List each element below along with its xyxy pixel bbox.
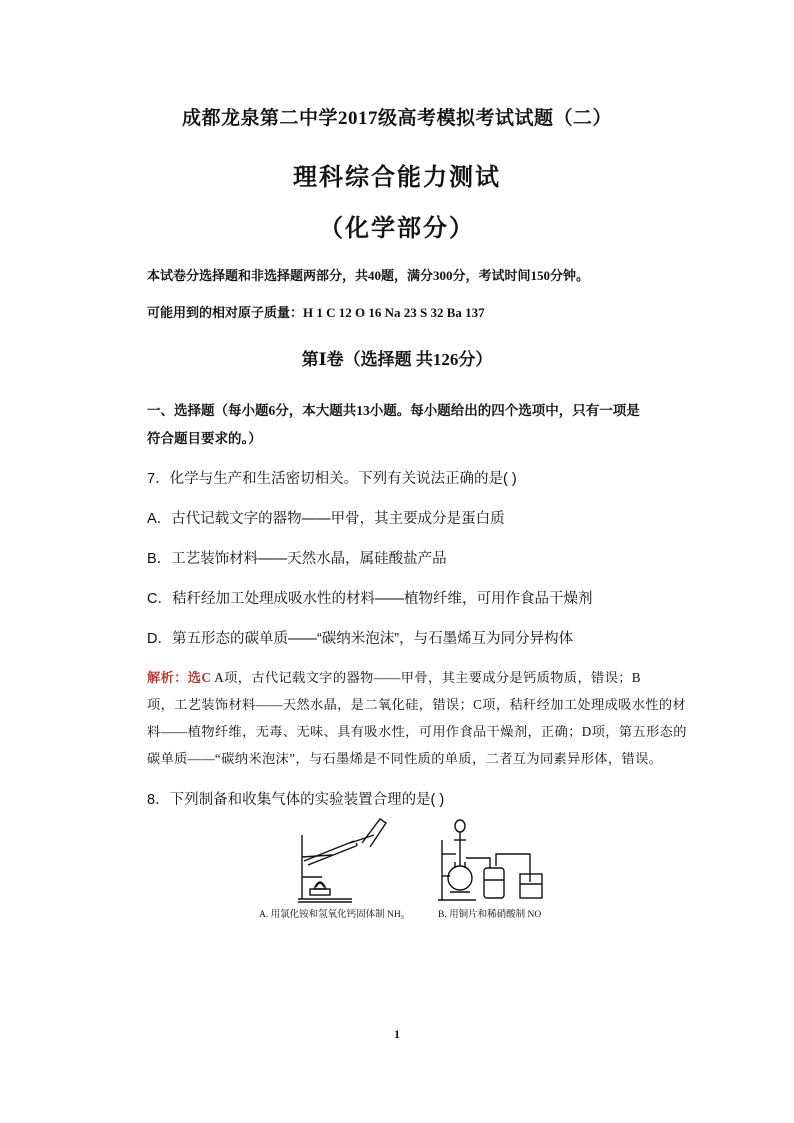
question-7-analysis-line-3: 料——植物纤维，无毒、无味、具有吸水性，可用作食品干燥剂，正确；D项，第五形态的 — [147, 724, 687, 739]
atomic-mass-line: 可能用到的相对原子质量：H 1 C 12 O 16 Na 23 S 32 Ba 137 — [147, 305, 485, 320]
question-7-option-a: A．古代记载文字的器物——甲骨，其主要成分是蛋白质 — [147, 511, 505, 527]
apparatus-a-figure — [292, 815, 392, 905]
apparatus-b-caption: B. 用铜片和稀硝酸制 NO — [438, 910, 542, 920]
question-8-stem: 8．下列制备和收集气体的实验装置合理的是( ) — [147, 792, 445, 808]
question-7-option-d: D．第五形态的碳单质——“碳纳米泡沫”，与石墨烯互为同分异构体 — [147, 631, 574, 647]
question-7-option-b: B．工艺装饰材料——天然水晶，属硅酸盐产品 — [147, 551, 447, 567]
question-7-option-c: C．秸秆经加工处理成吸水性的材料——植物纤维，可用作食品干燥剂 — [147, 591, 593, 607]
page-number: 1 — [394, 1027, 400, 1041]
analysis-label: 解析：选C — [147, 670, 212, 685]
analysis-text: A项，古代记载文字的器物——甲骨，其主要成分是钙质物质，错误；B — [211, 670, 641, 685]
exam-part: （化学部分） — [319, 216, 475, 242]
exam-title: 成都龙泉第二中学2017级高考模拟考试试题（二） — [181, 108, 612, 129]
question-7-stem: 7．化学与生产和生活密切相关。下列有关说法正确的是( ) — [147, 471, 517, 487]
question-7-analysis-line-2: 项，工艺装饰材料——天然水晶，是二氧化硅，错误；C项，秸秆经加工处理成吸水性的材 — [147, 697, 687, 712]
apparatus-b-figure — [436, 818, 546, 904]
section-intro-line-2: 符合题目要求的。） — [147, 431, 262, 446]
exam-subtitle: 理科综合能力测试 — [293, 165, 501, 191]
section-intro-line-1: 一、选择题（每小题6分，本大题共13小题。每小题给出的四个选项中，只有一项是 — [147, 403, 640, 418]
question-7-analysis-line-4: 碳单质——“碳纳米泡沫”，与石墨烯是不同性质的单质，二者互为同素异形体，错误。 — [147, 751, 663, 766]
apparatus-a-caption: A. 用氯化铵和氢氧化钙固体制 NH₃ — [259, 910, 405, 920]
question-7-analysis-line-1 — [147, 667, 667, 686]
exam-info-line: 本试卷分选择题和非选择题两部分，共40题，满分300分，考试时间150分钟。 — [147, 268, 590, 283]
section-title: 第Ⅰ卷（选择题 共126分） — [301, 350, 493, 369]
